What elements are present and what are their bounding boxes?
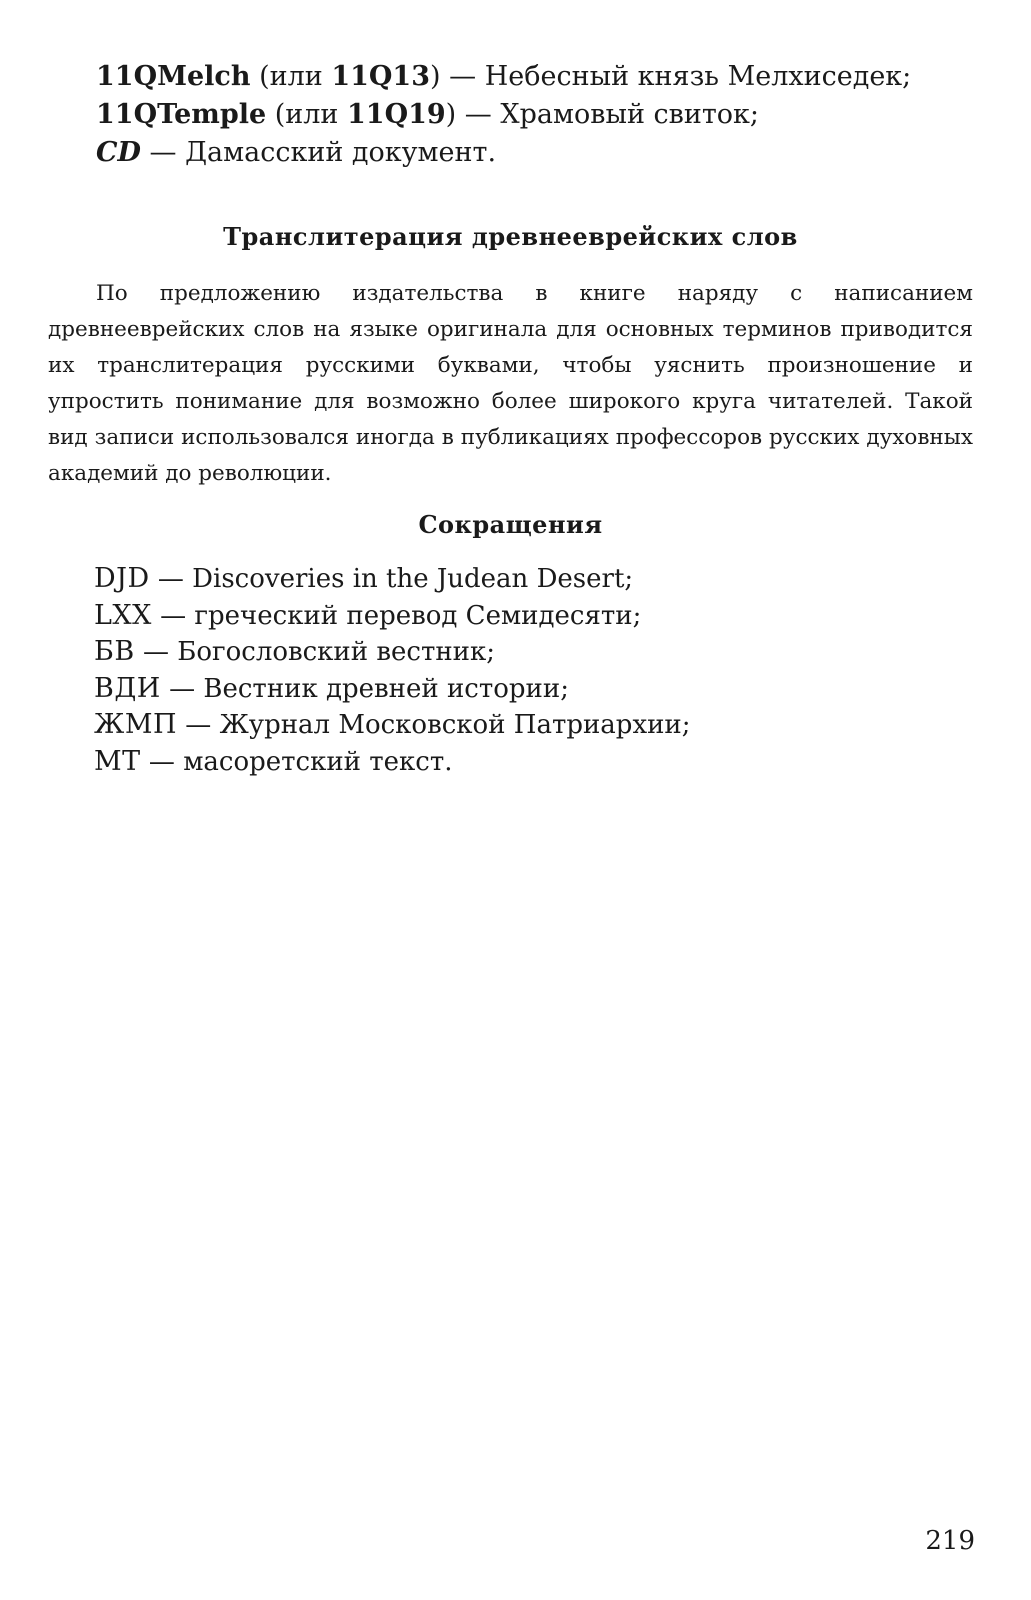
abbreviation-meaning: Журнал Московской Патриархии; [219,710,691,740]
siglum-alternate: (или 11Q13) [250,61,441,92]
abbreviation-code: ВДИ [94,672,161,704]
abbreviation-meaning: греческий перевод Семидесяти; [194,600,642,631]
abbreviation-dash: — [151,600,195,631]
siglum-item [96,134,976,172]
siglum-code: CD [96,137,141,168]
page-number: 219 [925,1526,975,1556]
abbreviation-item [94,561,974,598]
siglum-title: Дамасский документ. [185,137,497,168]
abbreviation-item [94,707,974,744]
abbreviation-code: ЖМП [94,709,178,740]
abbreviation-meaning: Discoveries in the Judean Desert; [192,564,634,594]
transliteration-paragraph: По предложению издательства в книге наряду с написанием древнееврейских слов на языке оригинала для основных терминов приводится их транслитерация русскими буквами, чтобы уяснить произношение и упростить понимание для возможно более широкого круга читателей. Такой вид записи использовался иногда в публикациях профессоров русских духовных академий до революции. [48,281,973,486]
siglum-dash: — [440,61,485,92]
abbreviation-dash: — [177,710,220,740]
siglum-dash: — [456,99,501,130]
abbreviation-dash: — [149,564,193,594]
siglum-code: 11QTemple [96,99,267,130]
abbreviation-item [94,634,974,671]
manuscript-siglum-list [96,58,976,172]
abbreviation-item [94,671,974,708]
siglum-alternate: (или 11Q19) [266,99,457,130]
siglum-item [96,58,976,96]
siglum-code: 11QMelch [96,61,251,92]
abbreviation-item [94,744,974,781]
abbreviation-dash: — [134,637,178,667]
siglum-item [96,96,976,134]
siglum-title: Храмовый свиток; [500,99,759,130]
abbreviation-code: DJD [94,563,150,594]
abbreviation-code: МТ [94,745,141,777]
abbreviation-code: БВ [94,636,135,667]
abbreviation-item [94,598,974,635]
abbreviation-meaning: Вестник древней истории; [203,673,569,704]
abbreviation-dash: — [160,673,204,704]
abbreviation-meaning: Богословский вестник; [177,637,495,667]
siglum-dash: — [140,137,186,168]
abbreviation-dash: — [140,746,184,777]
abbreviations-list [94,561,974,780]
siglum-alternate-code: 11Q19 [347,99,446,130]
abbreviation-code: LXX [94,599,152,631]
abbreviations-heading: Сокращения [418,510,603,539]
siglum-title: Небесный князь Мелхиседек; [484,61,912,92]
siglum-alternate-code: 11Q13 [331,61,431,92]
transliteration-heading: Транслитерация древнееврейских слов [223,222,798,251]
abbreviation-meaning: масоретский текст. [183,746,453,777]
